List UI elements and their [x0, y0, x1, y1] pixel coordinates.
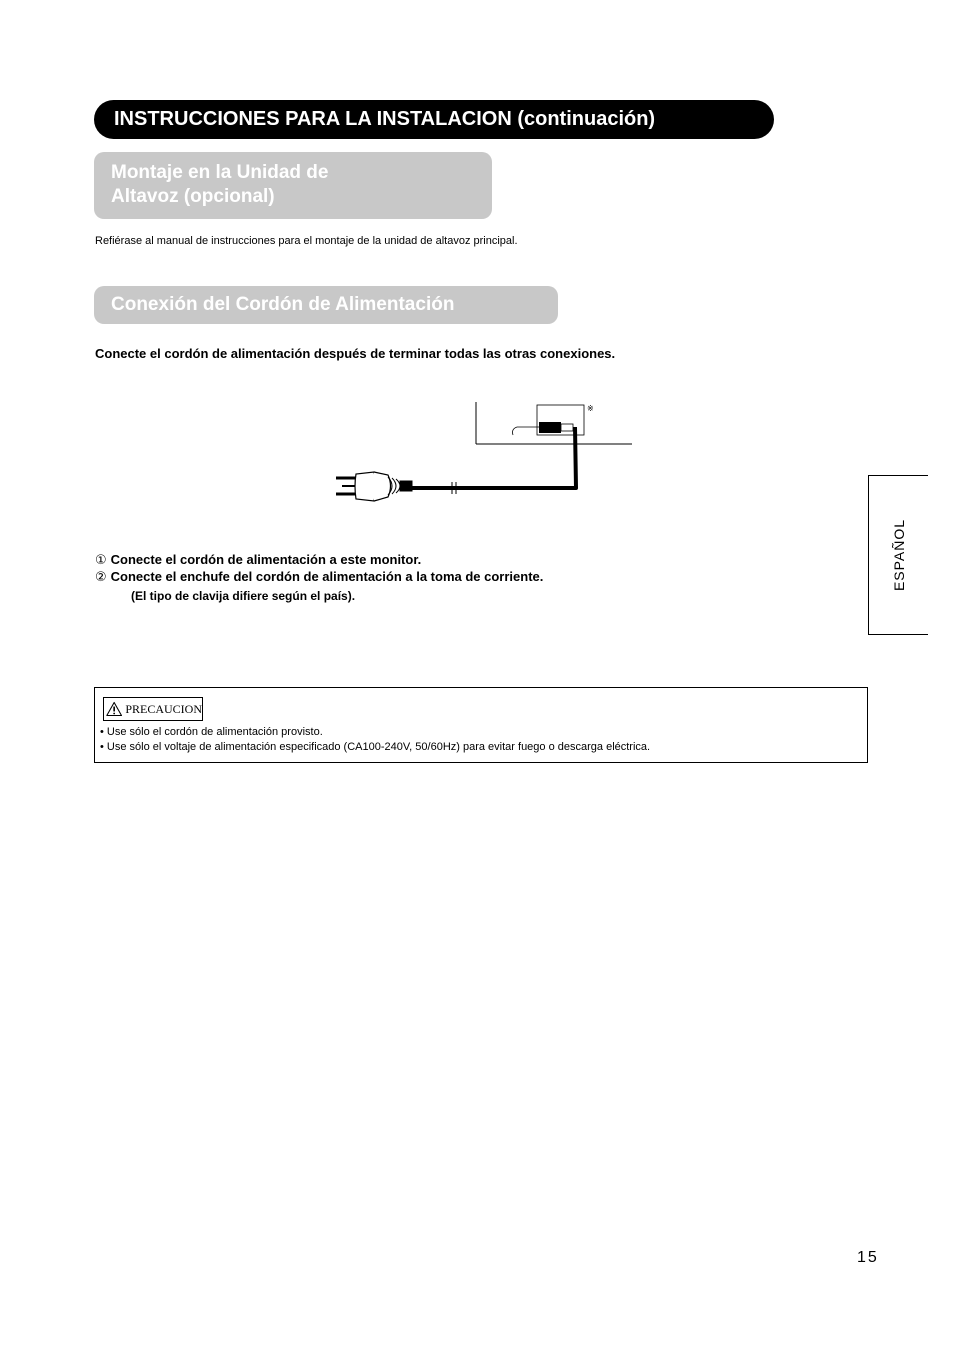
caution-box	[94, 687, 868, 763]
step-2-number: ②	[95, 569, 107, 584]
power-cord-instruction: Conecte el cordón de alimentación después de terminar todas las otras conexiones.	[95, 346, 616, 361]
step-1-number: ①	[95, 552, 107, 567]
step-1	[95, 551, 543, 568]
caution-label-box	[103, 697, 203, 721]
caution-label: PRECAUCION	[125, 701, 202, 716]
section-heading-line-1: Montaje en la Unidad de	[111, 162, 329, 183]
language-label: ESPAÑOL	[890, 518, 907, 592]
section-heading-speaker-mounting	[94, 152, 492, 219]
connection-steps	[95, 551, 543, 585]
power-plug	[336, 472, 412, 501]
plug-type-note: (El tipo de clavija difiere según el país).	[131, 589, 356, 603]
warning-triangle-icon	[106, 700, 122, 718]
step-2-text: Conecte el enchufe del cordón de alimentación a la toma de corriente.	[110, 569, 544, 584]
section-heading-line-2: Altavoz (opcional)	[111, 186, 275, 207]
power-cord-diagram	[330, 395, 640, 510]
page-number: 15	[857, 1249, 879, 1266]
language-side-tab	[868, 475, 928, 635]
page-title-banner	[94, 100, 774, 139]
caution-list	[100, 725, 650, 755]
speaker-mounting-note: Refiérase al manual de instrucciones para el montaje de la unidad de altavoz principal.	[95, 235, 518, 247]
caution-item: • Use sólo el cordón de alimentación provisto.	[100, 726, 323, 738]
caution-item: • Use sólo el voltaje de alimentación especificado (CA100-240V, 50/60Hz) para evitar fuego o descarga eléctrica.	[100, 741, 651, 753]
step-2	[95, 568, 543, 585]
step-1-text: Conecte el cordón de alimentación a este monitor.	[110, 552, 422, 567]
section-heading-text: Conexión del Cordón de Alimentación	[111, 294, 455, 315]
page-title: INSTRUCCIONES PARA LA INSTALACION (continuación)	[114, 108, 656, 130]
section-heading-power-cord	[94, 286, 558, 324]
power-cord	[410, 427, 576, 488]
diagram-marker: ※	[587, 404, 594, 413]
